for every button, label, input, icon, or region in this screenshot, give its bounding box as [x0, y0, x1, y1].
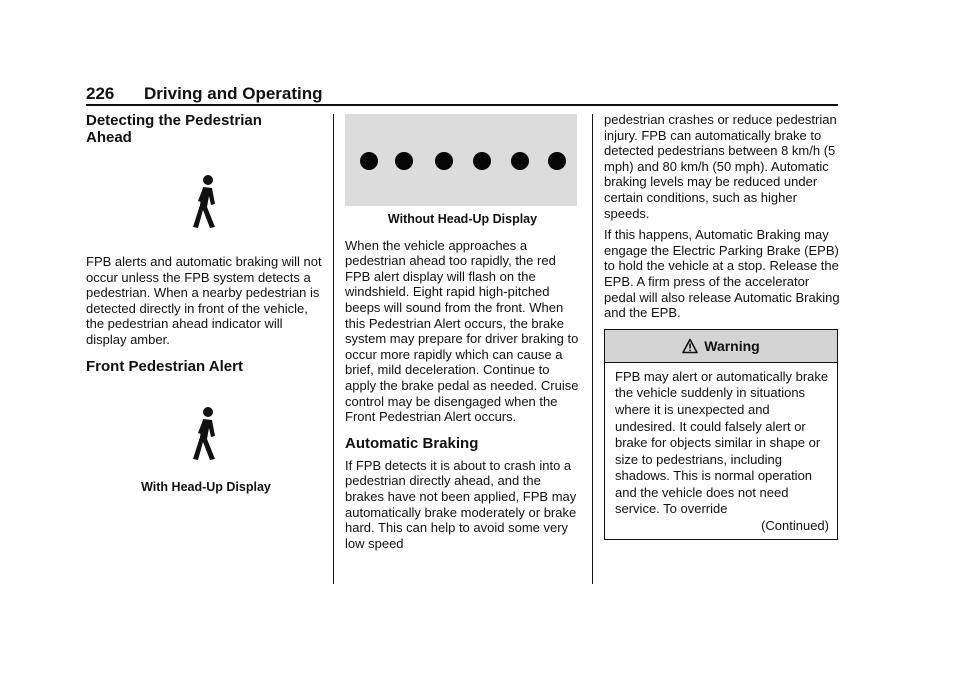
pedestrian-icon [186, 174, 226, 230]
hud-display-illustration [345, 114, 577, 206]
column-divider [592, 114, 593, 584]
warning-text: FPB may alert or automatically brake the vehicle suddenly in situations where it is unexpected and undesired. It could falsely alert or brake for objects similar in shape or size to pedestrians, including shadows. This is normal operation and the vehicle does not need service. To override [615, 368, 829, 517]
alert-dot [473, 152, 491, 170]
warning-header [605, 330, 837, 363]
column-3 [604, 112, 840, 540]
paragraph-detecting: FPB alerts and automatic braking will not occur unless the FPB system detects a pedestrian. When a nearby pedestrian is detected directly in front of the vehicle, the pedestrian ahead indicator will display amber. [86, 254, 322, 347]
warning-icon [682, 338, 698, 354]
caption-without-hud: Without Head-Up Display [387, 212, 538, 226]
alert-dot [395, 152, 413, 170]
warning-box [604, 329, 838, 540]
heading-front-pedestrian-alert: Front Pedestrian Alert [86, 357, 243, 375]
column-2 [345, 114, 580, 557]
header-rule [86, 104, 838, 106]
alert-dot [435, 152, 453, 170]
continued-label: (Continued) [761, 518, 829, 534]
caption-with-hud: With Head-Up Display [141, 479, 271, 494]
warning-title: Warning [704, 337, 760, 354]
column-1 [86, 112, 326, 495]
column-divider [333, 114, 334, 584]
paragraph-automatic-braking: If FPB detects it is about to crash into a pedestrian directly ahead, and the brakes have not been applied, FPB may automatically brake moderately or brake hard. This can help to avoid some very low speed [345, 457, 577, 551]
heading-detecting-pedestrian: Detecting the Pedestrian Ahead [86, 112, 262, 146]
pedestrian-icon [186, 406, 226, 462]
alert-dot [360, 152, 378, 170]
paragraph-alert-behavior: When the vehicle approaches a pedestrian ahead too rapidly, the red FPB alert display will flash on the windshield. Eight rapid high-pitched beeps will sound from the front. When this Pedestrian Alert occurs, the brake system may prepare for driver braking to occur more rapidly which can cause a brief, mild deceleration. Continue to apply the brake pedal as needed. Cruise control may be disengaged when the Front Pedestrian Alert occurs. [345, 237, 579, 425]
paragraph-epb: If this happens, Automatic Braking may engage the Electric Parking Brake (EPB) to hold the vehicle at a stop. Release the EPB. A firm press of the accelerator pedal will also release Automatic Braking and the EPB. [604, 227, 840, 321]
section-title: Driving and Operating [144, 84, 323, 103]
paragraph-braking-continued: pedestrian crashes or reduce pedestrian injury. FPB can automatically brake to detected pedestrians between 8 km/h (5 mph) and 80 km/h (50 mph). Automatic braking levels may be reduced under certain conditions, such as higher speeds. [604, 112, 837, 221]
heading-automatic-braking: Automatic Braking [345, 434, 479, 452]
page-header [86, 84, 838, 106]
warning-body [605, 363, 837, 539]
page-number: 226 [86, 84, 115, 103]
alert-dot [548, 152, 566, 170]
alert-dot [511, 152, 529, 170]
